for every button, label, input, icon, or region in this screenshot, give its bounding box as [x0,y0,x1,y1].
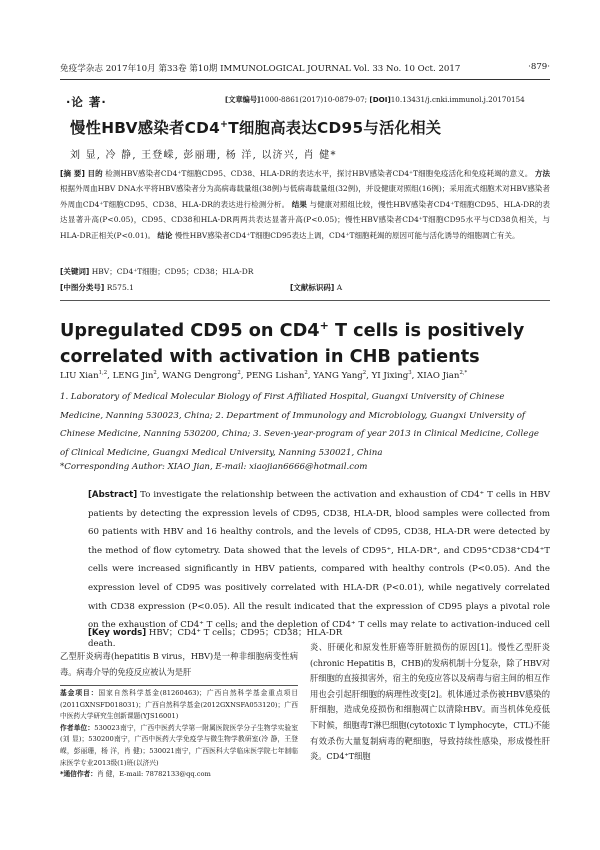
cn-conclusion: 慢性HBV感染者CD4⁺T细胞CD95表达上调，CD4⁺T细胞耗竭的原因可能与活化诱导的细胞凋亡有关。 [174,230,520,240]
en-keywords [88,626,342,638]
en-title-part-2: T cells is positively correlated with activation in CHB patients [60,321,525,367]
fund-text: 国家自然科学基金(81260463)；广西自然科学基金重点项目(2011GXNSFD018031)；广西自然科学基金(2012GXNSFA053120)；广西中医药大学研究生创新课题(YJS16001) [60,689,299,721]
author-unit-note [60,723,298,769]
footnotes [60,688,298,781]
fund-label: 基金项目： [60,689,99,697]
author-unit-label: 作者单位： [60,723,95,732]
cn-keywords-text: HBV；CD4⁺T细胞；CD95；CD38；HLA-DR [91,267,254,276]
cn-authors: 刘 显, 冷 静, 王登嵘, 彭丽珊, 杨 洋, 以济兴, 肖 健* [70,150,337,161]
author-affil-sup: 1,2 [98,370,108,377]
cn-title-sup: + [220,118,229,130]
en-title-part-1: Upregulated CD95 on CD4 [60,321,320,341]
author-affil-sup: 2 [362,370,367,377]
fund-note [60,688,298,723]
running-header [60,62,550,76]
page-number: ·879· [528,62,550,72]
cn-results-label: 结果 [291,199,307,209]
author-name: LIU Xian [60,371,99,381]
cn-class-no: R575.1 [106,283,134,292]
abstract-divider [60,300,550,301]
affiliations: 1. Laboratory of Medical Molecular Biology of First Affiliated Hospital, Guangxi University of Chinese Medicine, Nanning 530023, China; 2. Department of Immunology and Microbiology, Guangxi University of Chinese Medicine, Nanning 530200, China; 3. Seven-year-program of year 2013 in Clinical Medicine, College of Clinical Medicine, Guangxi Medical University, Nanning 530021, China [60,392,539,458]
cn-title-part-2: T细胞高表达CD95与活化相关 [228,119,442,137]
author-name: PENG Lishan [246,371,305,381]
author-unit-text: 530023南宁，广西中医药大学第一附属医院医学分子生物学实验室(刘 显)；530200南宁，广西中医药大学免疫学与微生物学教研室(冷 静，王登嵘，彭丽珊，杨 洋，肖 健)；530021南宁，广西医科大学临床医学院七年制临床医学专业2013级(1)班(以济兴) [60,723,299,767]
footnote-rule [60,685,298,686]
en-abstract-text: To investigate the relationship between the activation and exhaustion of CD4⁺ T cells in HBV patients by detecting the expression levels of CD95, CD38, HLA-DR, blood samples were collected from 60 patients with HBV and 16 healthy controls, and the levels of CD95, CD38, HLA-DR were detected by the method of flow cytometry. Data showed that the levels of CD95⁺, HLA-DR⁺, and CD95⁺CD38⁺CD4⁺T cells were increased significantly in HBV patients, compared with healthy controls (P<0.05). And the expression level of CD95 was positively correlated with HLA-DR (P<0.01), while negatively correlated with CD38 expression (P<0.05). All the result indicated that the expression of CD95 plays a pivotal role on the exhaustion of CD4⁺ T cells; and the depletion of CD4⁺ T cells may relate to activation-induced cell death. [88,490,550,649]
cn-doc-code: A [336,283,343,292]
cn-keywords-label: [关键词] [60,267,90,276]
author-name: YI Jixing [371,371,409,381]
cn-methods: 根据外周血HBV DNA水平将HBV感染者分为高病毒载量组(38例)与低病毒载量组(32例)，并设健康对照组(16例)；采用流式细胞术对HBV感染者外周血CD4⁺T细胞CD95、CD38、HLA-DR的表达进行检测分析。 [60,184,550,209]
author-name: XIAO Jian [417,371,460,381]
article-no-label: [文章编号] [225,95,261,104]
cn-methods-label: 方法 [534,169,551,178]
corr-note [60,769,298,781]
cn-title [70,116,441,138]
body-left-column: 乙型肝炎病毒(hepatitis B virus，HBV)是一种非细胞病变性病毒。病毒介导的免疫反应被认为是肝 [60,651,298,678]
en-title [60,318,550,370]
corresponding-author: *Corresponding Author: XIAO Jian, E-mail: xiaojian6666@hotmail.com [60,462,368,472]
author-affil-sup: 2 [153,370,157,377]
author-affil-sup: 2 [237,370,241,377]
article-meta [225,95,525,105]
en-authors: LIU Xian$^{1,2}$, LENG Jin$^2$, WANG Dengrong$^2$, PENG Lishan$^2$, YANG Yang$^2$, YI Jixing$^3$, XIAO Jian$^{2,*}$ [60,370,468,381]
author-affil-sup: 2 [304,370,308,377]
header-rule [60,79,550,80]
section-label: ·论 著· [66,95,107,109]
corr-text: 肖 健，E-mail: 78782133@qq.com [96,770,211,779]
cn-document-code [290,282,342,293]
cn-classification [60,282,134,293]
cn-abstract-label: [摘 要] [60,169,85,178]
body-right-column: 炎、肝硬化和原发性肝癌等肝脏损伤的原因[1]。慢性乙型肝炎(chronic Hepatitis B，CHB)的发病机制十分复杂，除了HBV对肝细胞的直接损害外，宿主的免疫应答以及病毒与宿主间的相互作用也会引起肝细胞的病理性改变[2]。机体通过杀伤被HBV感染的肝细胞，造成免疫损伤和细胞凋亡以清除HBV。而当机体免疫低下时候，细胞毒T淋巴细胞(cytotoxic T lymphocyte，CTL)不能有效杀伤大量复制病毒的靶细胞，导致持续性感染，形成慢性肝炎。CD4⁺T细胞 [310,642,550,762]
cn-objective-label: 目的 [87,169,103,178]
cn-keywords [60,266,253,277]
en-abstract-label: [Abstract] [88,490,138,500]
journal-header-text: 免疫学杂志 2017年10月 第33卷 第10期 IMMUNOLOGICAL JOURNAL Vol. 33 No. 10 Oct. 2017 [60,64,461,74]
cn-objective: 检测HBV感染者CD4⁺T细胞CD95、CD38、HLA-DR的表达水平，探讨HBV感染者CD4⁺T细胞免疫活化和免疫耗竭的意义。 [105,169,533,178]
cn-abstract [60,166,550,243]
author-affil-sup: 3 [408,370,412,377]
en-keywords-text: HBV；CD4⁺ T cells；CD95；CD38；HLA-DR [148,628,343,638]
en-keywords-label: [Key words] [88,628,147,638]
author-affil-sup: 2,* [459,370,468,377]
author-name: LENG Jin [112,371,154,381]
en-title-sup: + [319,319,329,333]
cn-results: 与健康对照组比较，慢性HBV感染者CD4⁺T细胞CD95、HLA-DR的表达显著升高(P<0.05)，CD95、CD38和HLA-DR两两共表达显著升高(P<0.05)；慢性HBV感染者CD4⁺T细胞CD95水平与CD38负相关，与HLA-DR正相关(P<0.01)。 [60,199,551,240]
cn-conclusion-label: 结论 [157,230,173,240]
doi[interactable]: 10.13431/j.cnki.immunol.j.20170154 [390,95,525,104]
cn-title-part-1: 慢性HBV感染者CD4 [70,119,221,137]
cn-doc-label: [文献标识码] [290,283,335,292]
author-name: WANG Dengrong [162,371,238,381]
corr-label: *通信作者： [60,770,97,779]
author-name: YANG Yang [313,371,363,381]
doi-label: [DOI] [369,95,391,104]
cn-class-label: [中图分类号] [60,283,105,292]
article-no: 1000-8861(2017)10-0879-07; [260,95,368,104]
